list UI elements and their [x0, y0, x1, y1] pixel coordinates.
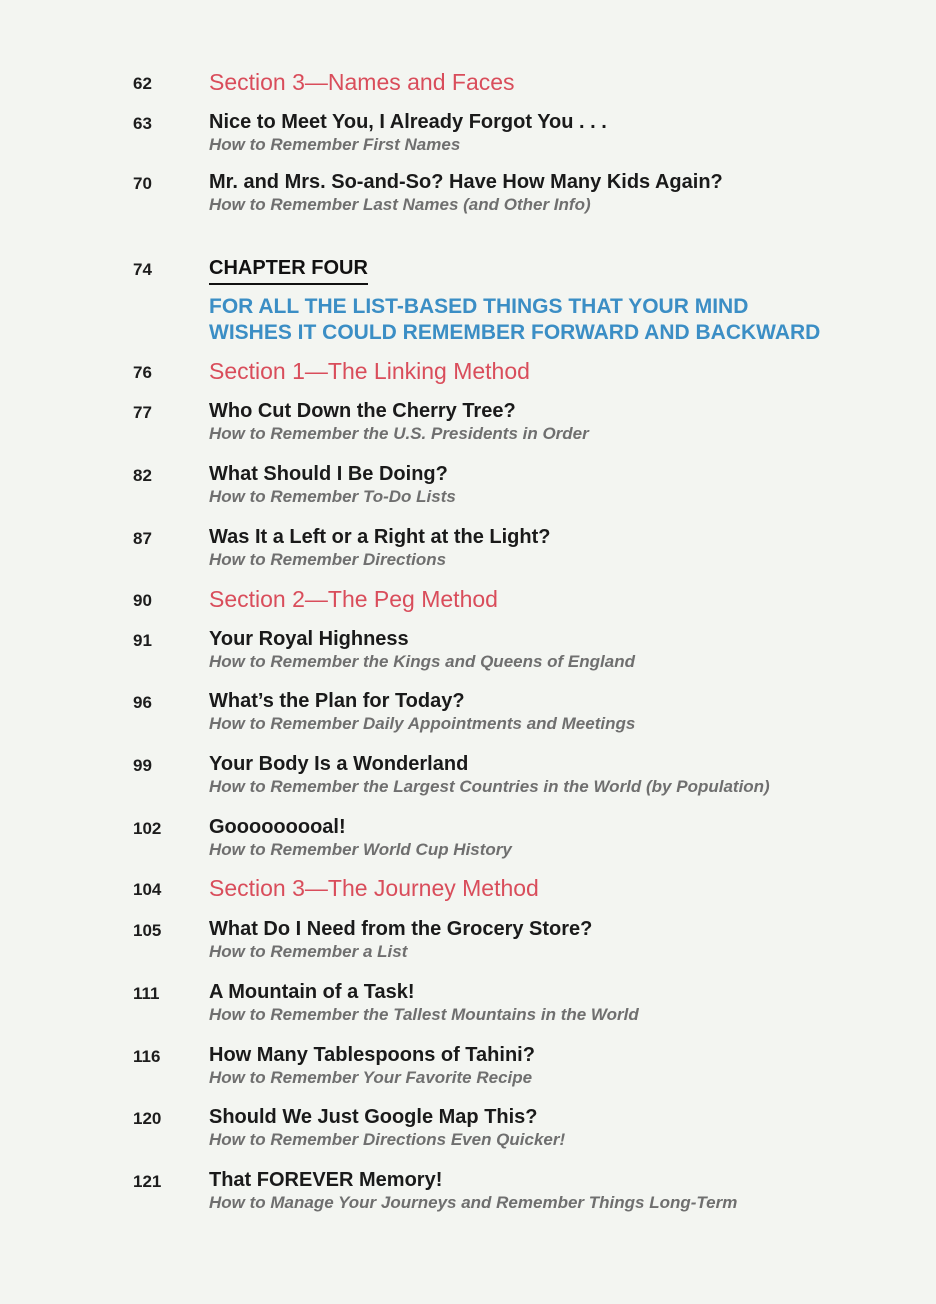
- entry-title: Should We Just Google Map This?: [209, 1106, 538, 1128]
- page-number: 116: [133, 1047, 161, 1066]
- page-number: 74: [133, 260, 152, 279]
- page-number: 105: [133, 921, 162, 940]
- entry-subtitle: How to Remember To-Do Lists: [209, 487, 456, 506]
- entry-subtitle: How to Remember First Names: [209, 135, 461, 154]
- entry-subtitle: How to Remember the Largest Countries in the World (by Population): [209, 777, 770, 796]
- page-number: 104: [133, 880, 162, 899]
- section-title: Section 3—The Journey Method: [209, 875, 539, 901]
- entry-subtitle: How to Remember the Tallest Mountains in the World: [209, 1005, 639, 1024]
- entry-title: How Many Tablespoons of Tahini?: [209, 1044, 535, 1066]
- entry-subtitle: How to Manage Your Journeys and Remember Things Long-Term: [209, 1193, 738, 1212]
- page-number: 96: [133, 693, 152, 712]
- page-number: 77: [133, 403, 152, 422]
- page-number: 111: [133, 984, 160, 1003]
- section-title: Section 1—The Linking Method: [209, 358, 530, 384]
- entry-title: What’s the Plan for Today?: [209, 690, 465, 712]
- page-number: 63: [133, 114, 152, 133]
- entry-subtitle: How to Remember Directions: [209, 550, 447, 569]
- chapter-title-line-2: WISHES IT COULD REMEMBER FORWARD AND BACKWARD: [209, 321, 821, 344]
- entry-title: Your Royal Highness: [209, 628, 409, 650]
- entry-title: Nice to Meet You, I Already Forgot You . . .: [209, 111, 607, 133]
- entry-title: Gooooooooal!: [209, 816, 346, 838]
- entry-subtitle: How to Remember the Kings and Queens of England: [209, 652, 635, 671]
- page-number: 90: [133, 591, 152, 610]
- entry-subtitle: How to Remember Last Names (and Other Info): [209, 195, 591, 214]
- page-number: 91: [133, 631, 152, 650]
- page-number: 82: [133, 466, 152, 485]
- entry-title: What Should I Be Doing?: [209, 463, 448, 485]
- page-number: 87: [133, 529, 152, 548]
- section-title: Section 3—Names and Faces: [209, 69, 515, 95]
- page-number: 62: [133, 74, 152, 93]
- entry-title: Who Cut Down the Cherry Tree?: [209, 400, 516, 422]
- page-number: 102: [133, 819, 162, 838]
- entry-subtitle: How to Remember Your Favorite Recipe: [209, 1068, 533, 1087]
- entry-subtitle: How to Remember Directions Even Quicker!: [209, 1130, 566, 1149]
- entry-title: That FOREVER Memory!: [209, 1169, 443, 1191]
- entry-subtitle: How to Remember Daily Appointments and Meetings: [209, 714, 636, 733]
- section-title: Section 2—The Peg Method: [209, 586, 498, 612]
- page-number: 76: [133, 363, 152, 382]
- page-number: 120: [133, 1109, 162, 1128]
- page-number: 70: [133, 174, 152, 193]
- entry-title: Your Body Is a Wonderland: [209, 753, 469, 775]
- chapter-title-line-1: FOR ALL THE LIST-BASED THINGS THAT YOUR MIND: [209, 295, 749, 318]
- page-number: 99: [133, 756, 152, 775]
- entry-subtitle: How to Remember World Cup History: [209, 840, 512, 859]
- entry-subtitle: How to Remember the U.S. Presidents in Order: [209, 424, 589, 443]
- entry-title: A Mountain of a Task!: [209, 981, 415, 1003]
- entry-title: What Do I Need from the Grocery Store?: [209, 918, 593, 940]
- chapter-label: CHAPTER FOUR: [209, 256, 368, 285]
- entry-subtitle: How to Remember a List: [209, 942, 408, 961]
- page-number: 121: [133, 1172, 162, 1191]
- entry-title: Mr. and Mrs. So-and-So? Have How Many Kids Again?: [209, 171, 723, 193]
- entry-title: Was It a Left or a Right at the Light?: [209, 526, 551, 548]
